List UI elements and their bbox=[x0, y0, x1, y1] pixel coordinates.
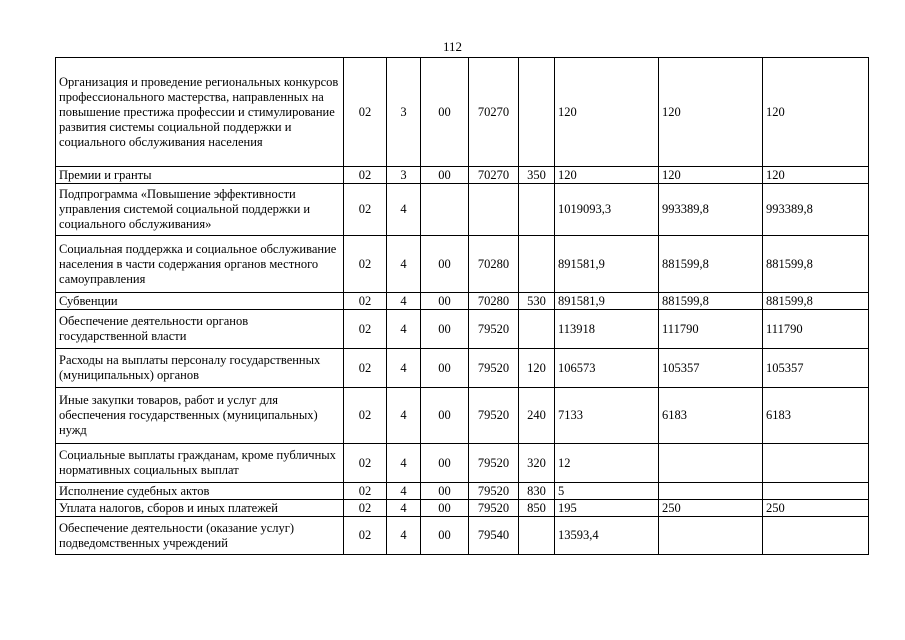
row-name: Социальная поддержка и социальное обслуживание населения в части содержания органов местного самоуправления bbox=[56, 236, 344, 293]
code-direction: 70270 bbox=[469, 167, 519, 184]
amount-year-1: 891581,9 bbox=[555, 293, 659, 310]
amount-year-3: 120 bbox=[763, 167, 869, 184]
row-name: Расходы на выплаты персоналу государственных (муниципальных) органов bbox=[56, 349, 344, 388]
code-expense-type: 320 bbox=[519, 444, 555, 483]
row-name: Уплата налогов, сборов и иных платежей bbox=[56, 500, 344, 517]
amount-year-2: 111790 bbox=[659, 310, 763, 349]
amount-year-1: 891581,9 bbox=[555, 236, 659, 293]
code-group: 00 bbox=[421, 293, 469, 310]
code-subprogram: 4 bbox=[387, 349, 421, 388]
amount-year-3: 105357 bbox=[763, 349, 869, 388]
code-program: 02 bbox=[344, 349, 387, 388]
row-name: Премии и гранты bbox=[56, 167, 344, 184]
code-group: 00 bbox=[421, 483, 469, 500]
amount-year-1: 120 bbox=[555, 58, 659, 167]
code-group: 00 bbox=[421, 500, 469, 517]
row-name: Обеспечение деятельности (оказание услуг) подведомственных учреждений bbox=[56, 517, 344, 555]
code-direction: 79520 bbox=[469, 388, 519, 444]
amount-year-2: 881599,8 bbox=[659, 293, 763, 310]
code-direction: 70270 bbox=[469, 58, 519, 167]
code-expense-type: 530 bbox=[519, 293, 555, 310]
code-direction bbox=[469, 184, 519, 236]
table-row bbox=[56, 517, 869, 555]
table-row bbox=[56, 500, 869, 517]
code-program: 02 bbox=[344, 483, 387, 500]
table-row bbox=[56, 58, 869, 167]
amount-year-1: 7133 bbox=[555, 388, 659, 444]
page-number: 112 bbox=[442, 39, 463, 54]
code-subprogram: 4 bbox=[387, 184, 421, 236]
code-direction: 79520 bbox=[469, 483, 519, 500]
table-row bbox=[56, 349, 869, 388]
amount-year-3 bbox=[763, 444, 869, 483]
amount-year-2: 105357 bbox=[659, 349, 763, 388]
amount-year-2 bbox=[659, 517, 763, 555]
code-group: 00 bbox=[421, 236, 469, 293]
code-expense-type: 850 bbox=[519, 500, 555, 517]
amount-year-2 bbox=[659, 444, 763, 483]
amount-year-1: 120 bbox=[555, 167, 659, 184]
code-group: 00 bbox=[421, 310, 469, 349]
amount-year-1: 12 bbox=[555, 444, 659, 483]
code-program: 02 bbox=[344, 236, 387, 293]
code-expense-type bbox=[519, 236, 555, 293]
code-expense-type: 350 bbox=[519, 167, 555, 184]
table-row bbox=[56, 444, 869, 483]
table-row bbox=[56, 388, 869, 444]
row-name: Иные закупки товаров, работ и услуг для обеспечения государственных (муниципальных) нужд bbox=[56, 388, 344, 444]
code-subprogram: 4 bbox=[387, 293, 421, 310]
row-name: Обеспечение деятельности органов государственной власти bbox=[56, 310, 344, 349]
amount-year-2: 993389,8 bbox=[659, 184, 763, 236]
code-subprogram: 4 bbox=[387, 236, 421, 293]
amount-year-3: 993389,8 bbox=[763, 184, 869, 236]
budget-table-body bbox=[56, 58, 869, 555]
code-expense-type: 830 bbox=[519, 483, 555, 500]
amount-year-3: 6183 bbox=[763, 388, 869, 444]
table-row bbox=[56, 310, 869, 349]
table-row bbox=[56, 293, 869, 310]
amount-year-2 bbox=[659, 483, 763, 500]
budget-table bbox=[55, 57, 869, 555]
amount-year-1: 113918 bbox=[555, 310, 659, 349]
code-program: 02 bbox=[344, 184, 387, 236]
code-direction: 79540 bbox=[469, 517, 519, 555]
code-program: 02 bbox=[344, 388, 387, 444]
amount-year-2: 250 bbox=[659, 500, 763, 517]
amount-year-3 bbox=[763, 483, 869, 500]
code-group: 00 bbox=[421, 388, 469, 444]
code-group: 00 bbox=[421, 444, 469, 483]
code-expense-type bbox=[519, 58, 555, 167]
amount-year-2: 6183 bbox=[659, 388, 763, 444]
amount-year-3: 881599,8 bbox=[763, 236, 869, 293]
code-subprogram: 4 bbox=[387, 483, 421, 500]
code-direction: 79520 bbox=[469, 500, 519, 517]
amount-year-3: 111790 bbox=[763, 310, 869, 349]
code-direction: 79520 bbox=[469, 310, 519, 349]
amount-year-2: 881599,8 bbox=[659, 236, 763, 293]
amount-year-1: 195 bbox=[555, 500, 659, 517]
code-direction: 70280 bbox=[469, 293, 519, 310]
code-program: 02 bbox=[344, 444, 387, 483]
amount-year-1: 106573 bbox=[555, 349, 659, 388]
code-expense-type bbox=[519, 184, 555, 236]
code-group: 00 bbox=[421, 349, 469, 388]
code-subprogram: 4 bbox=[387, 517, 421, 555]
code-subprogram: 4 bbox=[387, 388, 421, 444]
code-subprogram: 4 bbox=[387, 310, 421, 349]
code-program: 02 bbox=[344, 293, 387, 310]
code-program: 02 bbox=[344, 500, 387, 517]
code-program: 02 bbox=[344, 517, 387, 555]
row-name: Исполнение судебных актов bbox=[56, 483, 344, 500]
code-subprogram: 4 bbox=[387, 500, 421, 517]
code-program: 02 bbox=[344, 58, 387, 167]
table-row bbox=[56, 184, 869, 236]
amount-year-2: 120 bbox=[659, 58, 763, 167]
table-row bbox=[56, 236, 869, 293]
code-expense-type bbox=[519, 517, 555, 555]
table-row bbox=[56, 167, 869, 184]
amount-year-3 bbox=[763, 517, 869, 555]
row-name: Субвенции bbox=[56, 293, 344, 310]
code-expense-type bbox=[519, 310, 555, 349]
amount-year-2: 120 bbox=[659, 167, 763, 184]
code-group bbox=[421, 184, 469, 236]
code-direction: 79520 bbox=[469, 444, 519, 483]
code-subprogram: 3 bbox=[387, 58, 421, 167]
amount-year-3: 120 bbox=[763, 58, 869, 167]
code-group: 00 bbox=[421, 58, 469, 167]
code-program: 02 bbox=[344, 310, 387, 349]
code-program: 02 bbox=[344, 167, 387, 184]
row-name: Социальные выплаты гражданам, кроме публичных нормативных социальных выплат bbox=[56, 444, 344, 483]
row-name: Организация и проведение региональных конкурсов профессионального мастерства, направленных на повышение престижа профессии и стимулирование развития системы социальной поддержки и социального обслуживания населения bbox=[56, 58, 344, 167]
amount-year-1: 5 bbox=[555, 483, 659, 500]
amount-year-3: 881599,8 bbox=[763, 293, 869, 310]
code-subprogram: 4 bbox=[387, 444, 421, 483]
code-direction: 79520 bbox=[469, 349, 519, 388]
code-subprogram: 3 bbox=[387, 167, 421, 184]
amount-year-3: 250 bbox=[763, 500, 869, 517]
code-expense-type: 240 bbox=[519, 388, 555, 444]
code-direction: 70280 bbox=[469, 236, 519, 293]
code-group: 00 bbox=[421, 167, 469, 184]
code-expense-type: 120 bbox=[519, 349, 555, 388]
table-row bbox=[56, 483, 869, 500]
code-group: 00 bbox=[421, 517, 469, 555]
row-name: Подпрограмма «Повышение эффективности управления системой социальной поддержки и социального обслуживания» bbox=[56, 184, 344, 236]
amount-year-1: 13593,4 bbox=[555, 517, 659, 555]
amount-year-1: 1019093,3 bbox=[555, 184, 659, 236]
